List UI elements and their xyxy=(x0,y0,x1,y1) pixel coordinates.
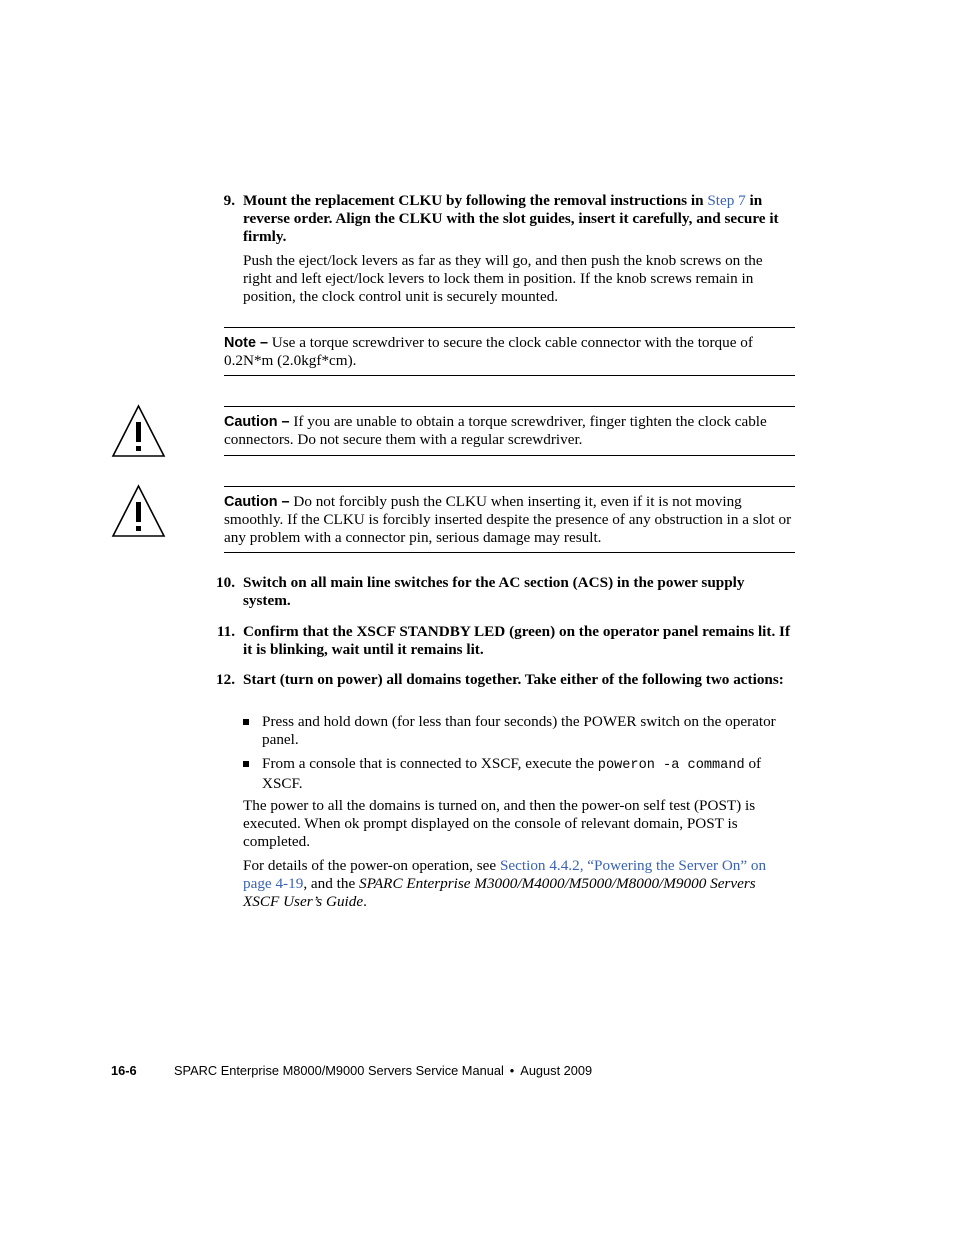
step-9-text-a: Mount the replacement CLKU by following the removal instructions in xyxy=(243,192,708,209)
bullet-2-text-b: of XSCF. xyxy=(262,755,762,792)
footer-separator: • xyxy=(509,1063,515,1078)
step-9-instruction xyxy=(243,192,793,246)
caution-2-box xyxy=(224,493,795,547)
note-lead: Note – xyxy=(224,335,268,351)
caution-2-bottom-rule xyxy=(224,552,795,553)
caution-1-bottom-rule xyxy=(224,455,795,456)
step-12-para-2-b: , and the xyxy=(303,875,359,892)
step-12-instruction: Start (turn on power) all domains together. Take either of the following two actions: xyxy=(243,671,784,688)
bullet-2-text-a: From a console that is connected to XSCF, execute the xyxy=(262,755,598,772)
caution-1-top-rule xyxy=(224,406,795,407)
footer-title xyxy=(174,1063,592,1079)
poweron-command: poweron -a command xyxy=(597,758,745,773)
caution-2-top-rule xyxy=(224,486,795,487)
note-text: Use a torque screwdriver to secure the clock cable connector with the torque of 0.2N*m (2.0kgf*cm). xyxy=(224,334,753,369)
step-7-link[interactable]: Step 7 xyxy=(707,192,746,209)
caution-icon xyxy=(111,404,166,458)
step-12-para-2-c: . xyxy=(363,893,367,910)
caution-icon xyxy=(111,484,166,538)
note-bottom-rule xyxy=(224,375,795,376)
step-11-number: 11. xyxy=(216,623,235,640)
footer-date: August 2009 xyxy=(520,1063,593,1078)
note-top-rule xyxy=(224,327,795,328)
bullet-2 xyxy=(243,761,251,769)
step-9-text-b: in reverse order. Align the CLKU with the slot guides, insert it carefully, and secure it firmly. xyxy=(243,192,779,245)
step-11-instruction: Confirm that the XSCF STANDBY LED (green) on the operator panel remains lit. If it is blinking, wait until it remains lit. xyxy=(243,623,791,658)
bullet-1-text: Press and hold down (for less than four seconds) the POWER switch on the operator panel. xyxy=(262,713,776,748)
guide-title: SPARC Enterprise M3000/M4000/M5000/M8000/M9000 Servers XSCF User’s Guide xyxy=(243,875,756,910)
step-9-body: Push the eject/lock levers as far as they will go, and then push the knob screws on the right and left eject/lock levers to lock them in position. If the knob screws remain in position, the clock control unit is securely mounted. xyxy=(243,252,763,305)
step-12-number: 12. xyxy=(216,671,235,688)
step-10-instruction: Switch on all main line switches for the AC section (ACS) in the power supply system. xyxy=(243,574,745,609)
step-10-number: 10. xyxy=(216,574,235,591)
caution-2-text: Do not forcibly push the CLKU when inserting it, even if it is not moving smoothly. If the CLKU is forcibly inserted despite the presence of any obstruction in a slot or any problem with a connector pin, serious damage may result. xyxy=(224,493,792,546)
section-link[interactable]: Section 4.4.2, “Powering the Server On” on page 4-19 xyxy=(243,857,767,892)
step-9-number: 9. xyxy=(223,192,235,209)
caution-1-text: If you are unable to obtain a torque screwdriver, finger tighten the clock cable connectors. Do not secure them with a regular screwdriver. xyxy=(224,413,767,448)
step-12-para-1: The power to all the domains is turned on, and then the power-on self test (POST) is executed. When ok prompt displayed on the console of relevant domain, POST is completed. xyxy=(243,797,756,850)
note-box xyxy=(224,334,795,370)
step-12-para-2 xyxy=(243,857,793,911)
footer-manual-title: SPARC Enterprise M8000/M9000 Servers Service Manual xyxy=(174,1063,504,1078)
caution-2-lead: Caution – xyxy=(224,494,290,510)
step-12-para-2-a: For details of the power-on operation, see xyxy=(243,857,500,874)
bullet-2-text xyxy=(262,755,793,793)
caution-1-box xyxy=(224,413,795,449)
caution-1-lead: Caution – xyxy=(224,414,290,430)
bullet-1 xyxy=(243,719,251,727)
footer-page-number: 16-6 xyxy=(111,1063,137,1078)
